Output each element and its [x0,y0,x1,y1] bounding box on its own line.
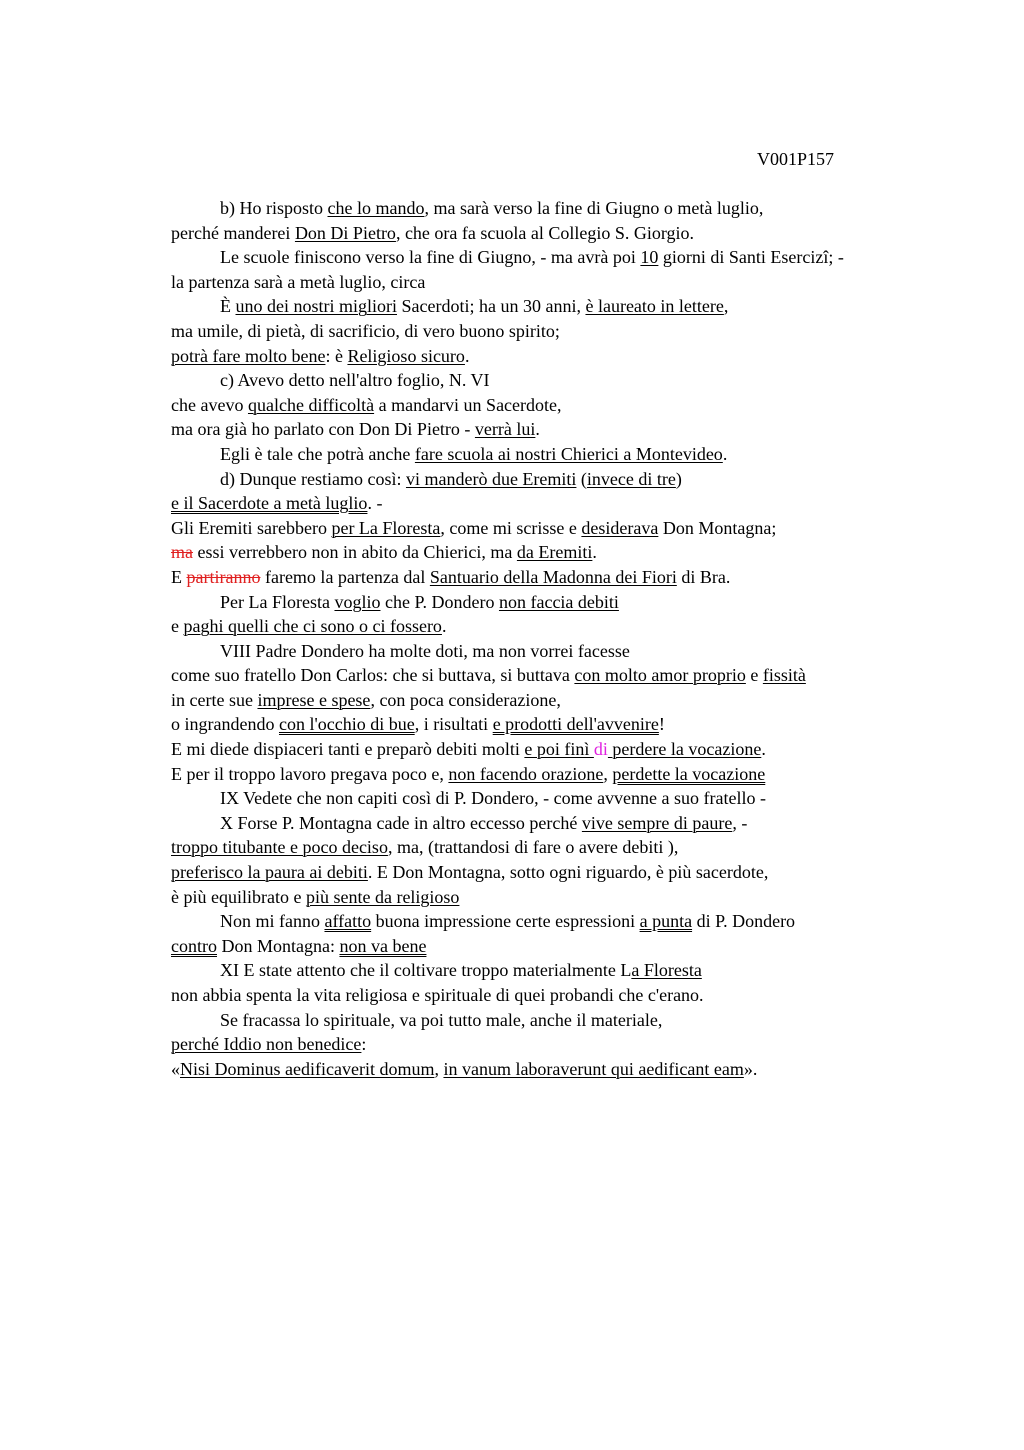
text-line [171,491,971,516]
text-segment: che P. Dondero [380,591,499,612]
double-underlined-text: con l'occhio di bue [278,714,415,735]
text-segment: a mandarvi un Sacerdote, [374,394,562,415]
text-segment: E [171,566,187,587]
text-segment: ) [675,468,682,489]
underlined-text: per La Floresta [331,517,441,538]
text-segment: perché manderei [171,222,295,243]
text-segment: Sacerdoti; ha un 30 anni, [397,296,586,317]
text-segment: , con poca considerazione, [370,689,561,710]
underlined-text: da Eremiti [516,542,593,563]
text-line [171,860,971,885]
inserted-text: di [593,739,608,760]
text-segment: c) Avevo detto nell'altro foglio, N. VI [220,370,490,391]
underlined-text: e poi finì [524,739,594,760]
underlined-text: Don Di Pietro [294,222,396,243]
text-segment: che avevo [171,394,248,415]
text-segment: , i risultati [414,714,493,735]
text-segment: . [722,443,728,464]
text-line [171,565,971,590]
double-underlined-text: affatto [324,911,372,932]
text-segment: giorni di Santi Esercizi [658,247,829,268]
text-segment: , [723,296,729,317]
double-underlined-text: e il Sacerdote a metà luglio [171,493,368,514]
text-segment: , ma sarà verso la fine di Giugno o metà luglio, [424,198,764,218]
text-line [171,762,971,787]
text-segment: faremo la partenza dal [260,566,430,587]
underlined-text: Religioso sicuro [347,345,465,366]
text-segment: Per La Floresta [220,591,335,612]
text-segment: Le scuole finiscono verso la fine di Giugno, - ma avrà poi [220,247,641,268]
text-segment: essi verrebbero non in abito da Chierici, ma [193,542,517,563]
text-segment: di P. Dondero [692,911,796,932]
text-line [171,270,971,295]
double-underlined-text: contro [171,935,217,956]
document-body [171,196,971,1081]
text-segment: ; - [828,247,844,268]
underlined-text: paghi quelli che ci sono o ci fossero [183,616,442,637]
text-segment: la partenza sarà a metà luglio, circa [171,271,426,292]
text-segment: IX Vedete che non capiti così di P. Dondero, - come avvenne a suo fratello - [220,788,766,809]
underlined-text: 10 [640,247,659,268]
text-line [171,590,971,615]
text-segment: Se fracassa lo spirituale, va poi tutto male, anche il materiale, [220,1009,663,1030]
text-segment: : [361,1034,367,1055]
underlined-text: vi manderò due Eremiti [405,468,577,489]
text-segment: X Forse P. Montagna cade in altro eccesso perché [220,812,582,833]
text-line [171,909,971,934]
text-segment: , [603,763,613,784]
underlined-text: Nisi Dominus aedificaverit domum [180,1058,435,1079]
underlined-text: non faccia debiti [498,591,619,612]
underlined-text: fare scuola ai nostri Chierici a Montevideo [414,443,723,464]
underlined-text: verrà lui [474,419,536,440]
text-segment: , che ora fa scuola al Collegio S. Giorgio. [395,222,695,243]
double-underlined-text: non va bene [339,935,427,956]
text-line [171,344,971,369]
text-segment: , - [732,812,748,833]
text-segment: di Bra. [676,566,731,587]
underlined-text: voglio [334,591,381,612]
text-segment: e [171,616,184,637]
page-id: V001P157 [757,149,835,169]
text-line [171,245,971,270]
text-segment: o ingrandendo [171,714,279,735]
underlined-text: desiderava [581,517,659,538]
text-line [171,885,971,910]
text-line [171,835,971,860]
text-segment: . [761,739,766,760]
underlined-text: Santuario della Madonna dei Fiori [429,566,677,587]
text-segment: ( [576,468,587,489]
text-segment: « [171,1058,180,1079]
underlined-text: in vanum laboraverunt qui aedificant eam [443,1058,744,1079]
text-segment: È [220,296,236,317]
text-line [171,516,971,541]
underlined-text: con molto amor proprio [574,665,746,686]
underlined-text: a Floresta [631,960,702,981]
text-segment: ma umile, di pietà, di sacrificio, di vero buono spirito; [171,320,560,341]
deleted-text: ma [171,542,193,563]
text-line [171,983,971,1008]
text-line [171,1008,971,1033]
text-segment: , come mi scrisse e [440,517,582,538]
text-segment: Don Montagna; [658,517,777,538]
text-line [171,442,971,467]
underlined-text: perché Iddio non benedice [171,1034,362,1055]
text-line [171,688,971,713]
text-line [171,639,971,664]
text-segment: E mi diede dispiaceri tanti e preparò debiti molti [171,739,525,760]
text-segment: VIII Padre Dondero ha molte doti, ma non vorrei facesse [220,640,630,661]
text-line [171,196,971,221]
text-segment: Egli è tale che potrà anche [220,443,415,464]
underlined-text: invece di tre [586,468,676,489]
text-segment: non abbia spenta la vita religiosa e spirituale di quei probandi che c'erano. [171,985,704,1005]
underlined-text: potrà fare molto bene [171,345,326,366]
text-segment: b) Ho risposto [220,198,328,218]
text-line [171,1057,971,1082]
underlined-text: non facendo orazione [448,763,604,784]
underlined-text: è laureato in lettere [585,296,724,317]
text-line [171,663,971,688]
text-segment: ! [658,714,665,735]
double-underlined-text: a punta [639,911,693,932]
text-segment: Gli Eremiti sarebbero [171,517,332,538]
text-line [171,393,971,418]
underlined-text: che lo mando [327,198,425,218]
text-segment: in certe sue [171,689,258,710]
text-line [171,319,971,344]
text-segment: d) Dunque restiamo così: [220,468,406,489]
text-segment: . [464,345,470,366]
text-line [171,368,971,393]
text-line [171,1032,971,1057]
text-line [171,467,971,492]
text-segment: è più equilibrato e [171,886,306,907]
text-segment: XI E state attento che il coltivare troppo materialmente L [220,960,632,981]
text-line [171,417,971,442]
text-segment: buona impressione certe espressioni [371,911,640,932]
text-segment: . - [367,493,383,514]
text-line [171,958,971,983]
underlined-text: qualche difficoltà [247,394,375,415]
text-segment: , [434,1058,444,1079]
underlined-text: preferisco la paura ai debiti [171,862,368,883]
text-segment: . [535,419,540,440]
text-segment: : è [325,345,348,366]
text-segment: ». [743,1058,758,1079]
text-segment: E per il troppo lavoro pregava poco e, [171,763,449,784]
text-line [171,786,971,811]
text-line [171,934,971,959]
underlined-text: troppo titubante e poco deciso [171,837,388,858]
deleted-text: partiranno [186,566,261,587]
underlined-text: più sente da religioso [305,886,460,907]
text-line [171,221,971,246]
underlined-text: imprese e spese [257,689,371,710]
text-line [171,294,971,319]
underlined-text: vive sempre di paure [581,812,733,833]
text-segment: come suo fratello Don Carlos: che si buttava, si buttava [171,665,575,686]
text-segment: e [745,665,763,686]
text-segment: ma ora già ho parlato con Don Di Pietro - [171,419,475,440]
double-underlined-text: perdette la vocazione [612,763,766,784]
text-segment: . [441,616,447,637]
text-segment: . [592,542,597,563]
text-line [171,614,971,639]
underlined-text: uno dei nostri migliori [235,296,397,317]
text-segment: , ma, (trattandosi di fare o avere debiti ), [387,837,679,858]
text-segment: . E Don Montagna, sotto ogni riguardo, è più sacerdote, [367,862,769,883]
underlined-text: fissità [762,665,806,686]
double-underlined-text: e prodotti dell'avvenire [492,714,659,735]
underlined-text: perdere la vocazione [607,739,762,760]
text-segment: Don Montagna: [216,935,340,956]
text-line [171,737,971,762]
text-line [171,811,971,836]
text-line [171,712,971,737]
text-segment: Non mi fanno [220,911,325,932]
text-line [171,540,971,565]
